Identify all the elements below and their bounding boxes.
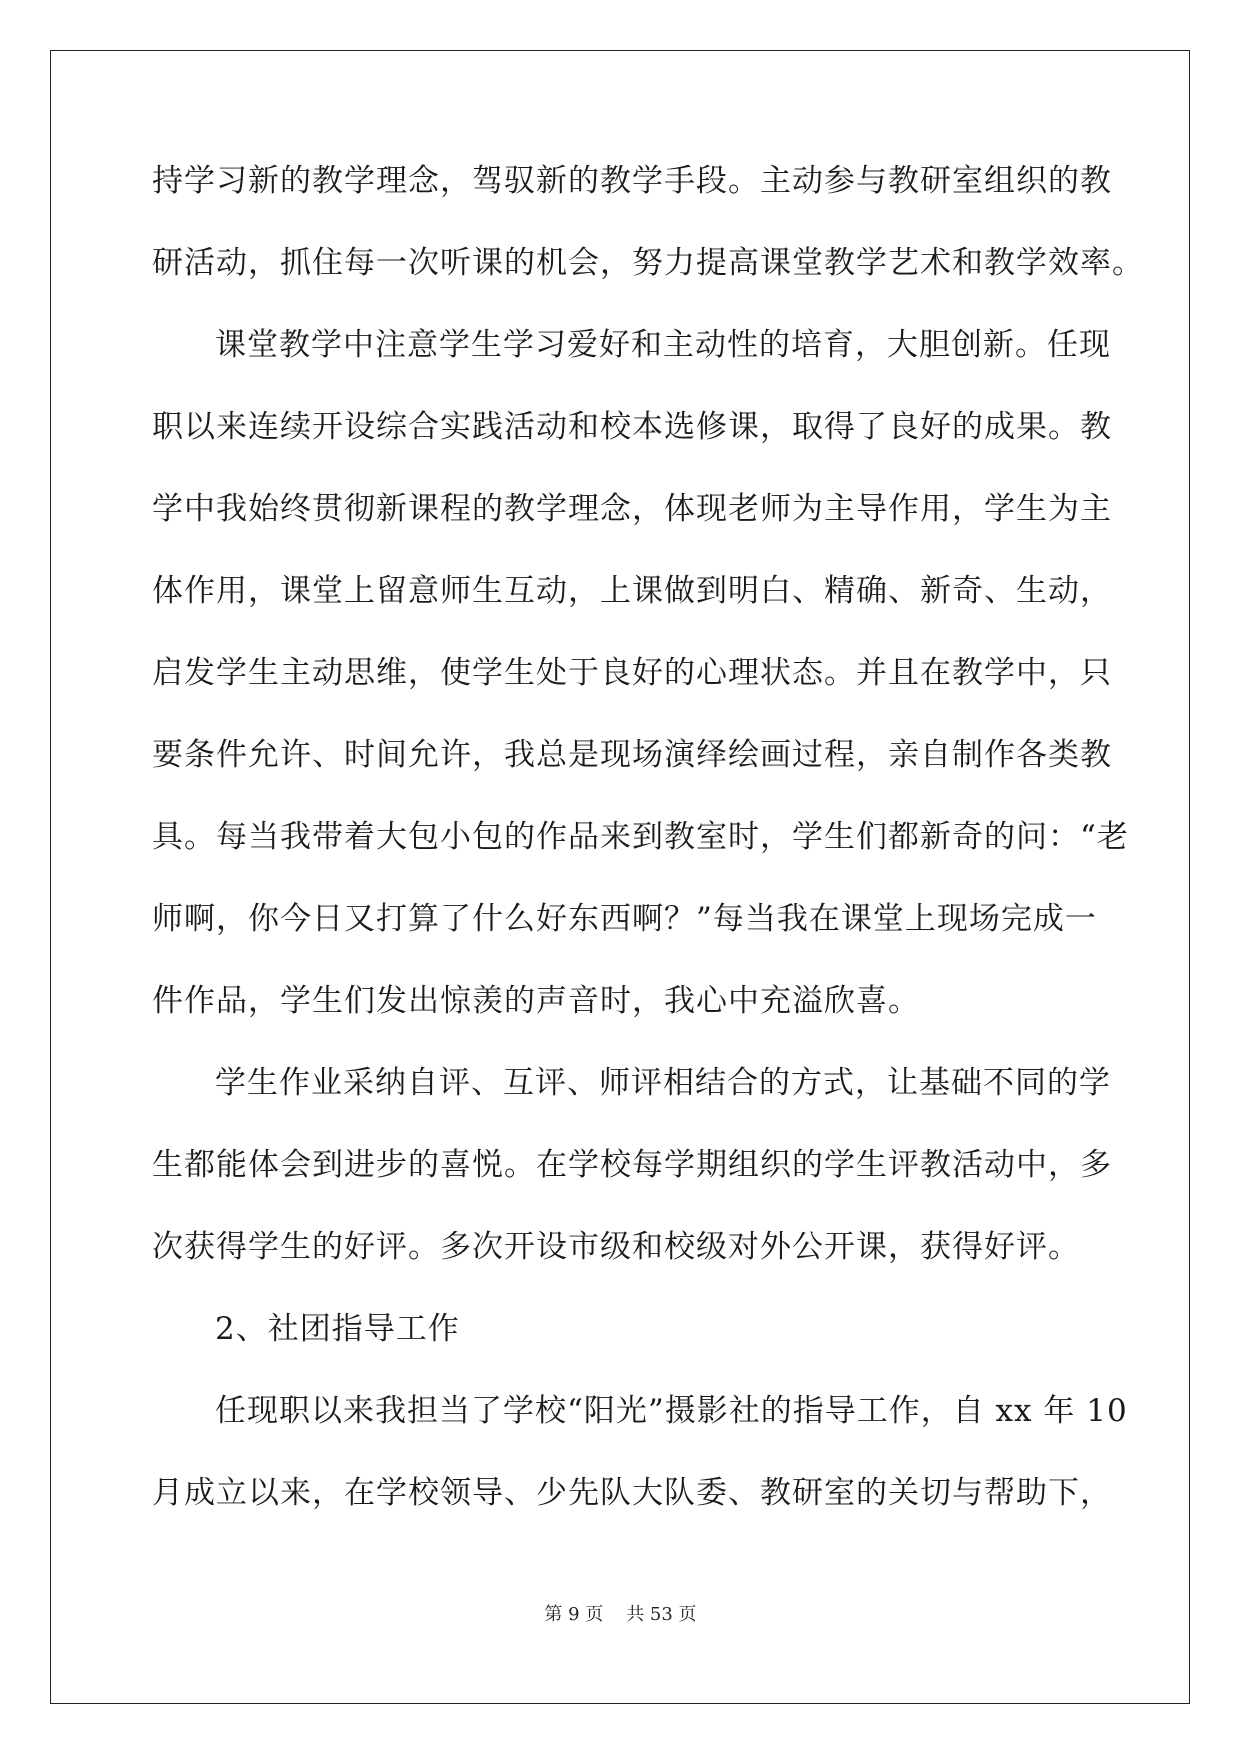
text-line: 具。每当我带着大包小包的作品来到教室时，学生们都新奇的问：“老 bbox=[152, 819, 1129, 855]
text-line: 要条件允许、时间允许，我总是现场演绎绘画过程，亲自制作各类教 bbox=[152, 737, 1112, 773]
paragraph-start-line: 任现职以来我担当了学校“阳光”摄影社的指导工作，自 xx 年 10 bbox=[215, 1393, 1128, 1429]
text-line: 件作品，学生们发出惊羡的声音时，我心中充溢欣喜。 bbox=[152, 983, 920, 1019]
text-line: 次获得学生的好评。多次开设市级和校级对外公开课，获得好评。 bbox=[152, 1229, 1080, 1265]
text-line: 月成立以来，在学校领导、少先队大队委、教研室的关切与帮助下， bbox=[152, 1475, 1112, 1511]
text-line: 启发学生主动思维，使学生处于良好的心理状态。并且在教学中，只 bbox=[152, 655, 1112, 691]
text-line: 学中我始终贯彻新课程的教学理念，体现老师为主导作用，学生为主 bbox=[152, 491, 1112, 527]
text-line: 研活动，抓住每一次听课的机会，努力提高课堂教学艺术和教学效率。 bbox=[152, 245, 1144, 281]
text-line: 生都能体会到进步的喜悦。在学校每学期组织的学生评教活动中，多 bbox=[152, 1147, 1112, 1183]
text-line: 师啊，你今日又打算了什么好东西啊？”每当我在课堂上现场完成一 bbox=[152, 901, 1097, 937]
document-body bbox=[152, 160, 1144, 1554]
section-heading: 2、社团指导工作 bbox=[215, 1311, 460, 1347]
paragraph-start-line: 课堂教学中注意学生学习爱好和主动性的培育，大胆创新。任现 bbox=[215, 327, 1111, 363]
page-footer: 第 9 页 共 53 页 bbox=[544, 1604, 697, 1625]
text-line: 体作用，课堂上留意师生互动，上课做到明白、精确、新奇、生动， bbox=[152, 573, 1112, 609]
paragraph-start-line: 学生作业采纳自评、互评、师评相结合的方式，让基础不同的学 bbox=[215, 1065, 1111, 1101]
text-line: 持学习新的教学理念，驾驭新的教学手段。主动参与教研室组织的教 bbox=[152, 163, 1112, 199]
text-line: 职以来连续开设综合实践活动和校本选修课，取得了良好的成果。教 bbox=[152, 409, 1112, 445]
